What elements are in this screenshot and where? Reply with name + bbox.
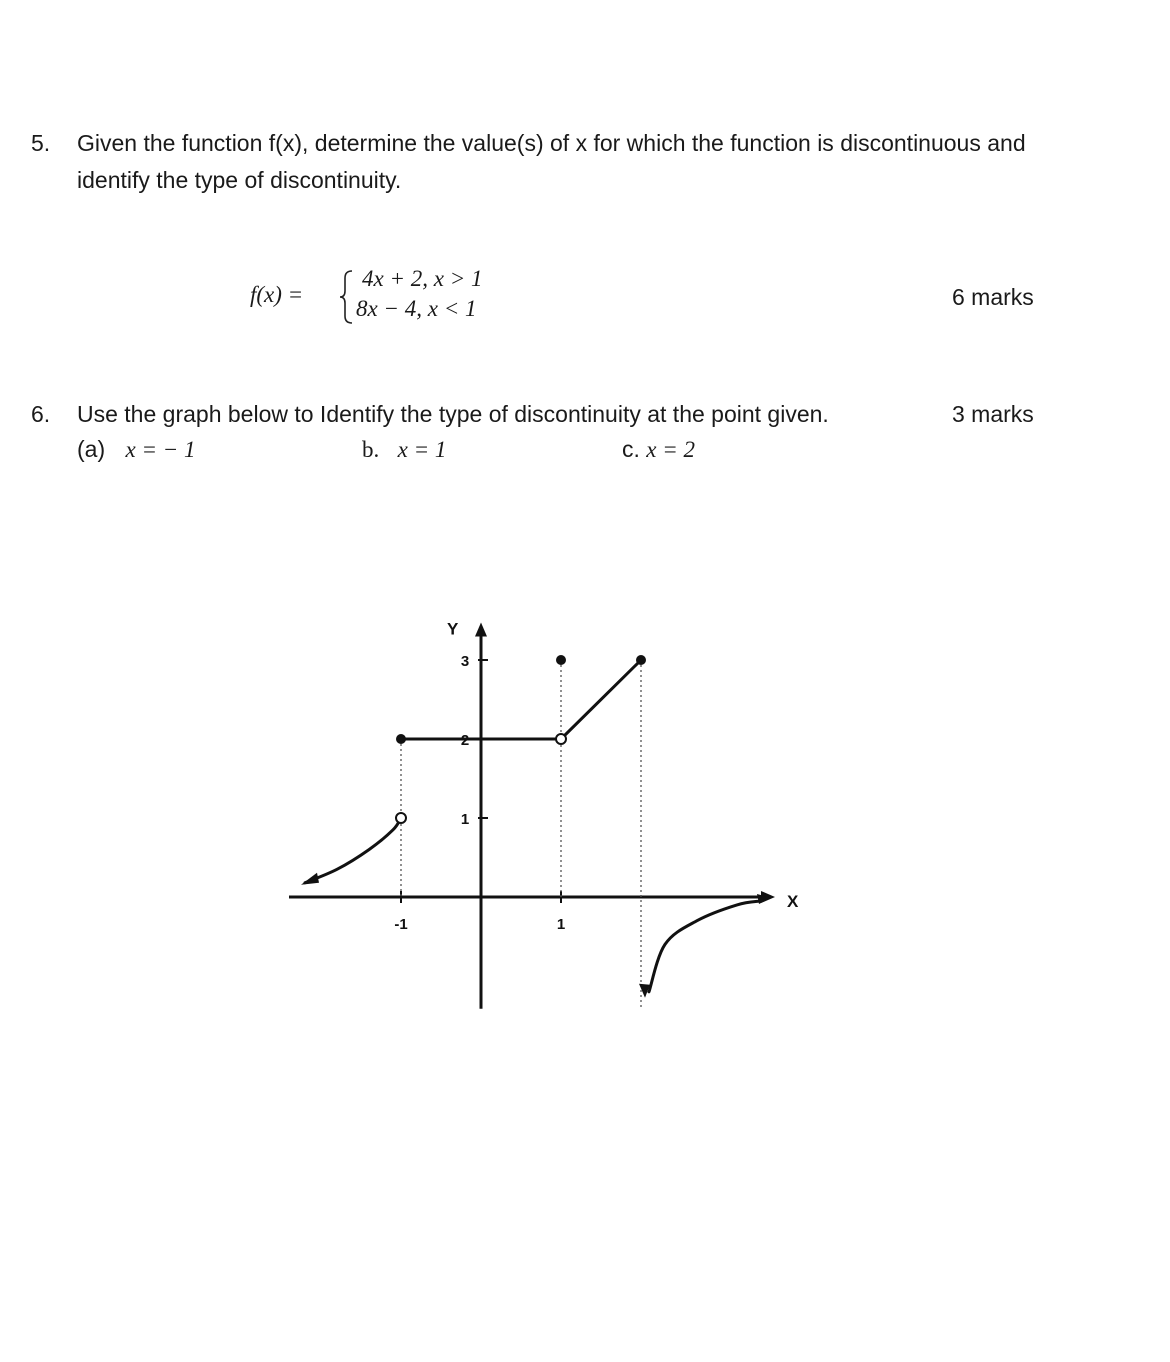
x-tick-label: 1 [556,916,566,933]
y-axis-arrow-icon [475,623,487,637]
y-tick-label: 2 [460,732,470,749]
q6-number: 6. [31,401,51,427]
part-b-label: b. [362,437,380,462]
y-axis-label: Y [447,619,459,639]
part-c-label: c. [622,436,640,462]
x-tick-label: -1 [394,916,408,933]
function-case-2: 8x − 4, x < 1 [356,296,477,321]
left-branch-curve [305,818,401,883]
closed-point [397,735,405,743]
open-circle-point [556,734,566,744]
part-b-expr: x = 1 [397,437,447,462]
q5-text-line2: identify the type of discontinuity. [77,167,402,193]
function-lhs: f(x) = [250,282,304,307]
y-tick-label: 3 [460,653,470,670]
part-a-label: (a) [77,436,106,462]
part-a-expr: x = − 1 [125,437,196,462]
q6-marks: 3 marks [952,401,1034,427]
closed-point [637,656,645,664]
x-axis-label: X [787,892,799,911]
part-c-expr: x = 2 [646,437,696,462]
y-tick-label: 1 [460,811,470,828]
function-case-1: 4x + 2, x > 1 [362,266,483,291]
open-circle-point [396,813,406,823]
diagonal-segment [561,660,641,739]
q5-number: 5. [31,130,51,156]
right-branch-curve [649,901,761,992]
q5-text-line1: Given the function f(x), determine the value(s) of x for which the function is discontinuous and [77,130,1026,156]
left-branch-arrow-icon [301,873,319,885]
closed-point [557,656,565,664]
q6-text: Use the graph below to Identify the type of discontinuity at the point given. [77,401,829,427]
q5-marks: 6 marks [952,284,1034,310]
